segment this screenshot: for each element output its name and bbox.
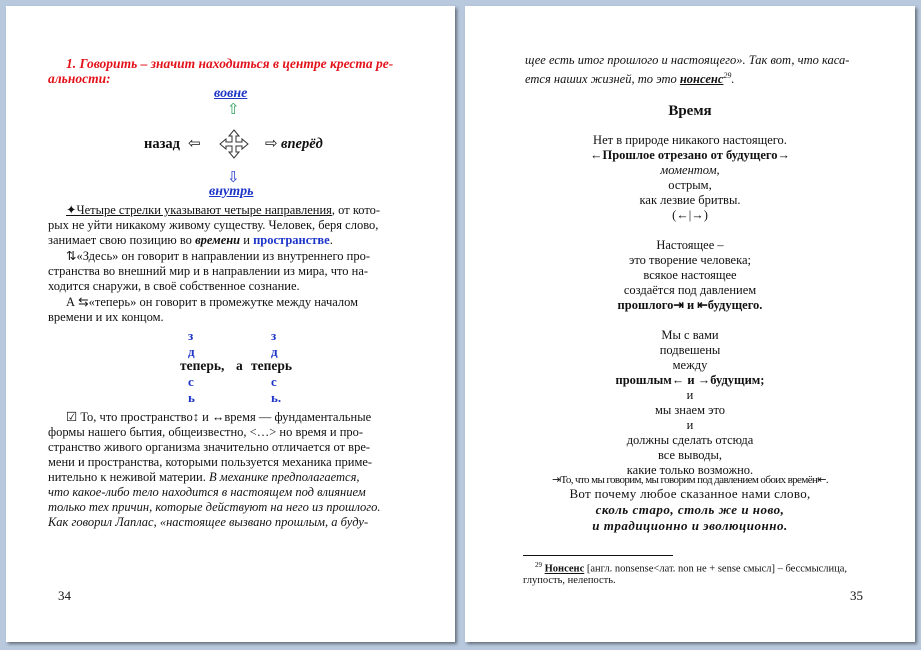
poem-line: это творение человека; [628, 253, 752, 267]
para1-line1: ✦Четыре стрелки указывают четыре направления, от кото- [66, 203, 381, 217]
right-page [465, 6, 915, 642]
teper-word-1: теперь, [180, 358, 225, 373]
cross-down-label: внутрь [209, 184, 254, 199]
poem-line: подвешены [659, 343, 721, 357]
poem-line: острым, [668, 178, 712, 192]
poem-line: должны сделать отсюда [626, 433, 754, 447]
poem-line: Нет в природе никакого настоящего. [593, 133, 787, 147]
cross-left-label: назад [144, 136, 181, 152]
para2-line3: ходится снаружи, в своё собственное сознание. [48, 279, 300, 293]
poem-line: какие только возможно. [626, 463, 754, 477]
four-way-cross-icon [219, 129, 249, 159]
vertical-letter: ь [188, 390, 195, 405]
para4-line5: нительно к неживой материи. В механике предполагается, [48, 470, 360, 484]
footnote-line-2: глупость, нелепость. [523, 575, 616, 586]
vertical-letter: д [188, 344, 195, 359]
left-page [6, 6, 455, 642]
para2-line2: странства во внешний мир и в направлении из мира, что на- [48, 264, 369, 278]
vertical-letter: с [271, 374, 277, 389]
summary-line: ⇥То, что мы говорим, мы говорим под давлением обоих времён⇤. [551, 474, 829, 486]
poem-line: и [686, 388, 694, 402]
down-arrow-icon: ⇩ [227, 170, 240, 186]
poem-line: прошлым← и →будущим; [615, 373, 765, 387]
vertical-letter: з [188, 328, 194, 343]
poem-line: мы знаем это [654, 403, 726, 417]
poem-line: и [686, 418, 694, 432]
para2-line1: ⇅«Здесь» он говорит в направлении из внутреннего про- [66, 249, 371, 263]
para4-line4: мени и пространства, которыми пользуется механика приме- [48, 455, 373, 469]
para1-line2: рых не уйти никакому живому существу. Человек, беря слово, [48, 218, 379, 232]
continuation-line-2: ется наших жизней, то это нонсенс$^{29}$. [525, 71, 735, 87]
para4-line6: что какое-либо тело находится в настоящем под влиянием [48, 485, 366, 499]
para4-line8: Как говорил Лаплас, «настоящее вызвано прошлым, а буду- [48, 515, 369, 529]
poem-line: Настоящее – [656, 238, 724, 252]
footnote-separator [523, 555, 673, 556]
left-arrow-icon: ⇦ [188, 136, 201, 152]
poem-line: всякое настоящее [643, 268, 737, 282]
poem-line: (←|→) [672, 208, 708, 222]
section-title: Время [668, 103, 712, 119]
footnote-line-1: $^{29}$ Нонсенс [англ. nonsense<лат. non не + sense смысл] – бессмыслица, [535, 561, 848, 575]
poem-line: как лезвие бритвы. [639, 193, 741, 207]
and-word: а [236, 358, 243, 373]
poem-line: все выводы, [657, 448, 723, 462]
poem-line: создаётся под давлением [623, 283, 757, 297]
vertical-letter: з [271, 328, 277, 343]
para1-line3: занимает свою позицию во времени и пространстве. [48, 233, 333, 247]
para4-line7: только тех причин, которые действуют на него из прошлого. [48, 500, 381, 514]
vertical-letter: д [271, 344, 278, 359]
poem-line: Мы с вами [661, 328, 719, 342]
para3-line2: времени и их концом. [48, 310, 164, 324]
vertical-letter: ь. [271, 390, 282, 405]
para4-line1: ☑ То, что пространство↕ и ↔время — фундаментальные [66, 410, 372, 424]
up-arrow-icon: ⇧ [227, 102, 240, 118]
para4-line2: формы нашего бытия, общеизвестно, <…> но время и про- [48, 425, 364, 439]
final-line-2: сколь старо, столь же и ново, [595, 502, 785, 517]
page-number: 34 [58, 588, 71, 603]
cross-right-label: вперёд [281, 136, 323, 152]
cross-up-label: вовне [214, 86, 248, 101]
final-line-3: и традиционно и эволюционно. [592, 518, 788, 533]
para3-line1: А ⇆«теперь» он говорит в промежутке между началом [66, 295, 359, 309]
right-arrow-icon: ⇨ [265, 136, 278, 152]
heading-line-1: 1. Говорить – значит находиться в центре креста ре- [66, 56, 394, 71]
poem-line: моментом, [660, 163, 720, 177]
para4-line3: странство живого организма значительно отличается от вре- [48, 440, 371, 454]
continuation-line-1: щее есть итог прошлого и настоящего». Так вот, что каса- [525, 53, 850, 67]
page-number: 35 [850, 588, 863, 603]
poem-line: между [672, 358, 708, 372]
teper-word-2: теперь [251, 358, 293, 373]
final-line-1: Вот почему любое сказанное нами слово, [569, 486, 811, 501]
poem-line: ←Прошлое отрезано от будущего→ [589, 148, 791, 162]
vertical-letter: с [188, 374, 194, 389]
poem-line: прошлого⇥ и ⇤будущего. [617, 298, 763, 312]
heading-line-2: альности: [48, 71, 111, 86]
